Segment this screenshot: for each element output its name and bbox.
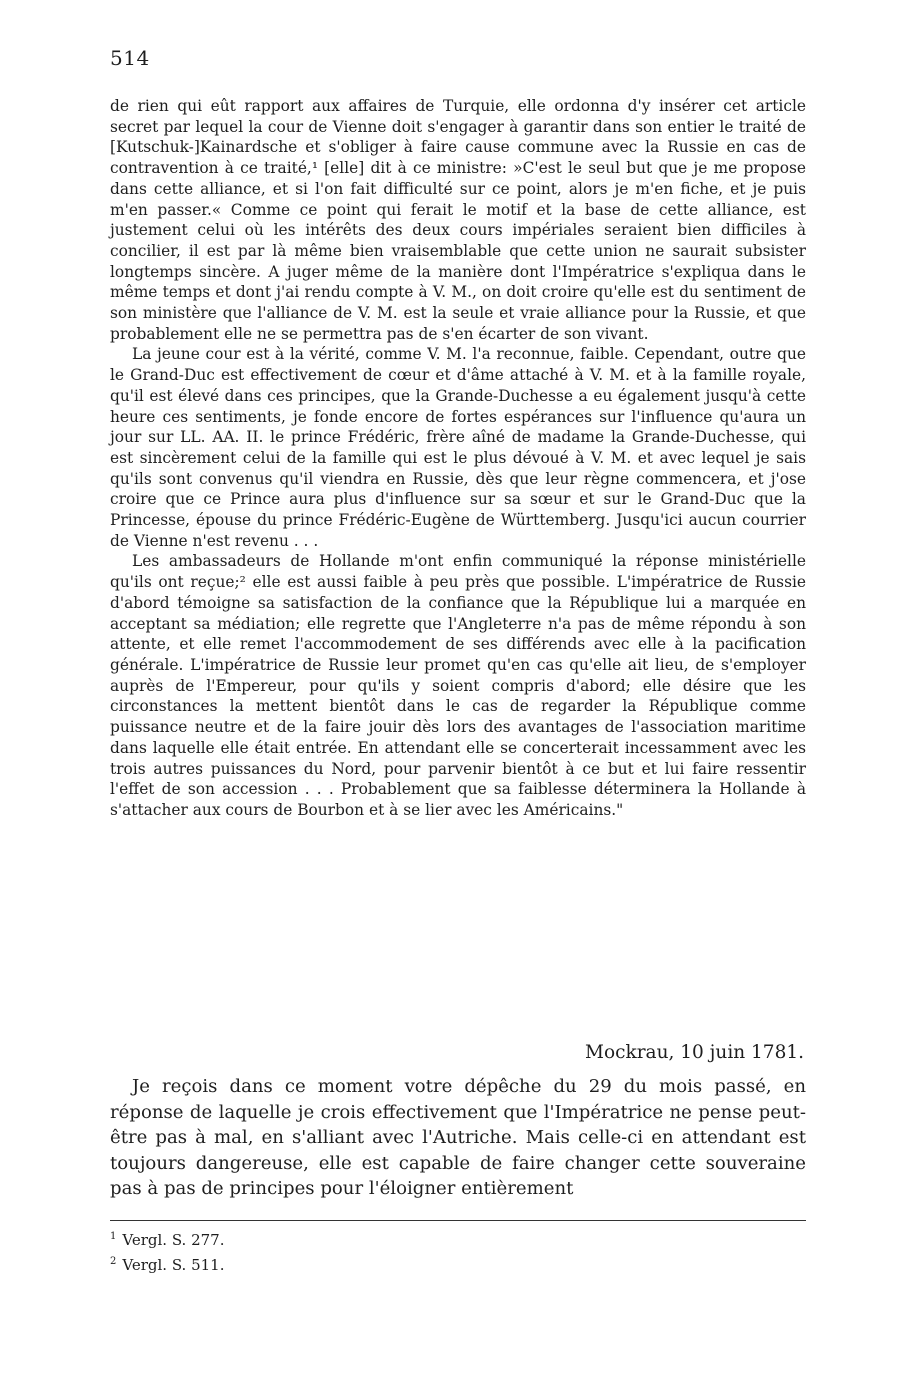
footnote-mark: 2 <box>110 1256 117 1267</box>
paragraph: La jeune cour est à la vérité, comme V. M. l'a reconnue, faible. Cependant, outre que le Grand-Duc est effectivement de cœur et d'âme attaché à V. M. et à la famille royale, qu'il est élevé dans ces principes, que la Grande-Duchesse a eu également jusqu'à cette heure ces sentiments, je fonde encore de fortes espérances sur l'influence qu'aura un jour sur LL. AA. II. le prince Frédéric, frère aîné de madame la Grande-Duchesse, qui est sincèrement celui de la famille qui est le plus dévoué à V. M. et avec lequel je sais qu'ils sont convenus qu'il viendra en Russie, dès que leur règne commencera, et j'ose croire que ce Prince aura plus d'influence sur sa sœur et sur le Grand-Duc que la Princesse, épouse du prince Frédéric-Eugène de Württemberg. Jusqu'ici aucun courrier de Vienne n'est revenu . . . <box>110 345 806 550</box>
letter-body <box>110 96 806 821</box>
paragraph: Les ambassadeurs de Hollande m'ont enfin communiqué la réponse ministérielle qu'ils ont reçue;² elle est aussi faible à peu près que possible. L'impératrice de Russie d'abord témoigne sa satisfaction de la confiance que la République lui a marquée en acceptant sa médiation; elle regrette que l'Angleterre n'a pas de même répondu à son attente, et elle remet l'accommodement de ses différends avec elle à la pacification générale. L'impératrice de Russie leur promet qu'en cas qu'elle ait lieu, de s'employer auprès de l'Empereur, pour qu'ils y soient compris d'abord; elle désire que les circonstances la mettent bientôt dans le cas de regarder la République comme puissance neutre et de la faire jouir dès lors des avantages de l'association maritime dans laquelle elle était entrée. En attendant elle se concerterait incessamment avec les trois autres puissances du Nord, pour parvenir bientôt à ce but et lui faire ressentir l'effet de son accession . . . Probablement que sa faiblesse déterminera la Hollande à s'attacher aux cours de Bourbon et à se lier avec les Américains." <box>110 552 806 819</box>
footnote-divider <box>110 1220 806 1221</box>
footnote-text: Vergl. S. 511. <box>122 1256 225 1274</box>
footnote-mark: 1 <box>110 1231 117 1242</box>
page-number: 514 <box>110 46 150 70</box>
paragraph: de rien qui eût rapport aux affaires de Turquie, elle ordonna d'y insérer cet article secret par lequel la cour de Vienne doit s'engager à garantir dans son entier le traité de [Kutschuk-]Kainardsche et s'obliger à faire cause commune avec la Russie en cas de contravention à ce traité,¹ [elle] dit à ce ministre: »C'est le seul but que je me propose dans cette alliance, et si l'on fait difficulté sur ce point, alors je m'en fiche, et je puis m'en passer.« Comme ce point qui ferait le motif et la base de cette alliance, est justement celui où les intérêts des deux cours impériales seraient bien difficiles à concilier, il est par là même bien vraisemblable que cette union ne saurait subsister longtemps sincère. A juger même de la manière dont l'Impératrice s'expliqua dans le même temps et dont j'ai rendu compte à V. M., on doit croire qu'elle est du sentiment de son ministère que l'alliance de V. M. est la seule et vraie alliance pour la Russie, et que probablement elle ne se permettra pas de s'en écarter de son vivant. <box>110 97 806 343</box>
footnote <box>110 1226 806 1251</box>
footnote <box>110 1251 806 1276</box>
reply-body <box>110 1074 806 1202</box>
footnote-text: Vergl. S. 277. <box>122 1231 225 1249</box>
footnotes <box>110 1226 806 1276</box>
dateline: Mockrau, 10 juin 1781. <box>585 1042 804 1063</box>
paragraph: Je reçois dans ce moment votre dépêche du 29 du mois passé, en réponse de laquelle je crois effectivement que l'Impératrice ne pense peut-être pas à mal, en s'alliant avec l'Autriche. Mais celle-ci en attendant est toujours dangereuse, elle est capable de faire changer cette souveraine pas à pas de principes pour l'éloigner entièrement <box>110 1076 806 1199</box>
